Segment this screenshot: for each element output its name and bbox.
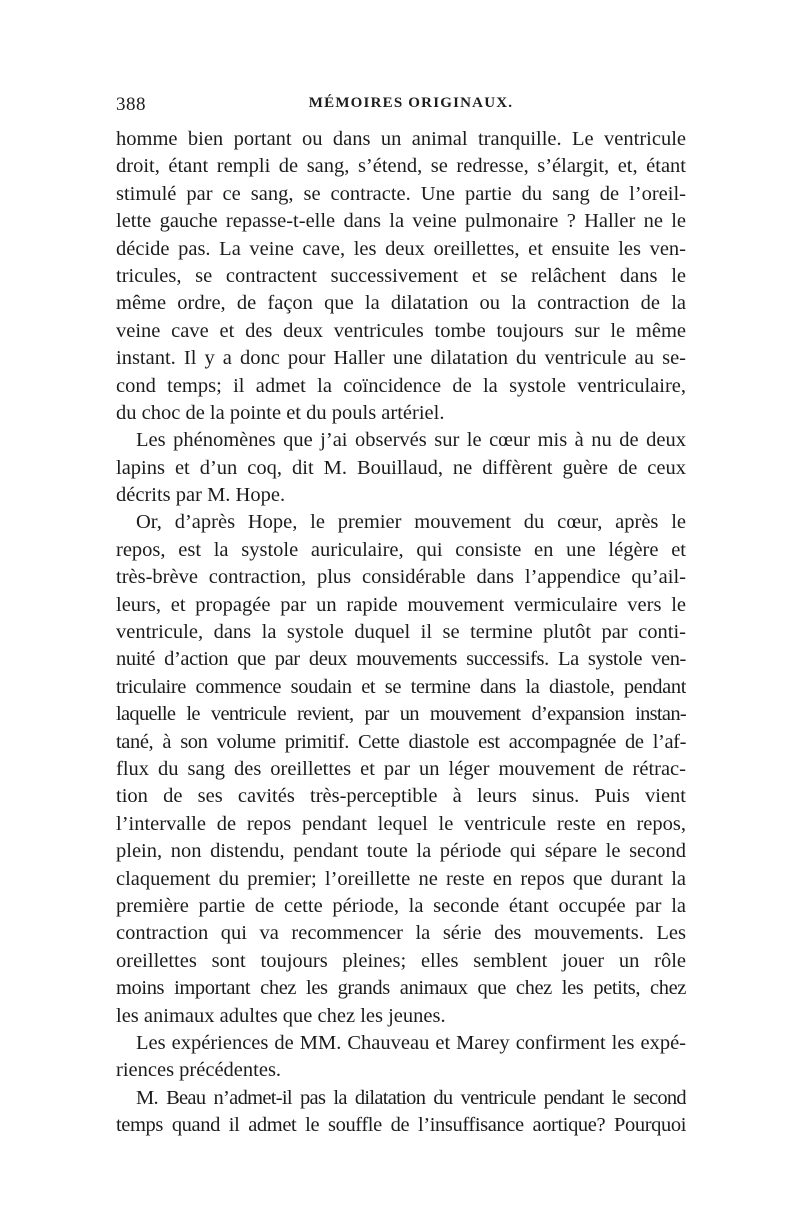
text-line: homme bien portant ou dans un animal tranquille. Le ventricule <box>116 128 686 150</box>
body-text <box>116 126 686 1139</box>
text-line: tion de ses cavités très-perceptible à leurs sinus. Puis vient <box>116 785 686 808</box>
text-line: claquement du premier; l’oreillette ne reste en repos que durant la <box>116 867 686 890</box>
text-line: tané, à son volume primitif. Cette diastole est accompagnée de l’af- <box>116 730 686 753</box>
text-line: laquelle le ventricule revient, par un mouvement d’expansion instan- <box>116 703 686 726</box>
text-line: décide pas. La veine cave, les deux oreillettes, et ensuite les ven- <box>116 237 686 260</box>
text-line: lette gauche repasse-t-elle dans la veine pulmonaire ? Haller ne le <box>116 210 686 233</box>
text-line: ventricule, dans la systole duquel il se termine plutôt par conti- <box>116 621 686 644</box>
text-line: les animaux adultes que chez les jeunes. <box>116 1004 446 1027</box>
text-line: moins important chez les grands animaux que chez les petits, chez <box>116 977 686 1000</box>
text-line: lapins et d’un coq, dit M. Bouillaud, ne diffèrent guère de ceux <box>116 456 686 479</box>
paragraph-first-line: Les expériences de MM. Chauveau et Marey confirment les expé- <box>136 1031 686 1054</box>
text-line: repos, est la systole auriculaire, qui consiste en une légère et <box>116 538 686 561</box>
text-line: riences précédentes. <box>116 1059 282 1082</box>
text-line: stimulé par ce sang, se contracte. Une partie du sang de l’oreil- <box>116 182 686 205</box>
text-line: instant. Il y a donc pour Haller une dilatation du ventricule au se- <box>116 347 686 370</box>
text-line: triculaire commence soudain et se termine dans la diastole, pendant <box>116 675 686 698</box>
text-line: oreillettes sont toujours pleines; elles semblent jouer un rôle <box>116 949 686 972</box>
text-line: première partie de cette période, la seconde étant occupée par la <box>116 894 686 917</box>
paragraph-first-line: M. Beau n’admet-il pas la dilatation du ventricule pendant le second <box>136 1086 686 1109</box>
text-line: du choc de la pointe et du pouls artériel. <box>116 401 445 424</box>
text-line: plein, non distendu, pendant toute la période qui sépare le second <box>116 840 686 863</box>
text-line: nuité d’action que par deux mouvements successifs. La systole ven- <box>116 648 686 671</box>
paragraph-first-line: Les phénomènes que j’ai observés sur le cœur mis à nu de deux <box>136 429 686 452</box>
text-line: veine cave et des deux ventricules tombe toujours sur le même <box>116 319 686 342</box>
page-header <box>116 94 686 118</box>
text-line: même ordre, de façon que la dilatation ou la contraction de la <box>116 292 686 315</box>
text-line: décrits par M. Hope. <box>116 484 286 507</box>
page-number: 388 <box>116 94 146 115</box>
paragraph-first-line: Or, d’après Hope, le premier mouvement du cœur, après le <box>136 511 686 534</box>
text-line: flux du sang des oreillettes et par un léger mouvement de rétrac- <box>116 757 686 780</box>
text-line: temps quand il admet le souffle de l’insuffisance aortique? Pourquoi <box>116 1114 686 1137</box>
running-title: MÉMOIRES ORIGINAUX. <box>308 95 514 111</box>
text-line: contraction qui va recommencer la série des mouvements. Les <box>116 922 686 945</box>
text-line: tricules, se contractent successivement et se relâchent dans le <box>116 264 686 287</box>
text-line: très-brève contraction, plus considérable dans l’appendice qu’ail- <box>116 566 686 589</box>
text-line: leurs, et propagée par un rapide mouvement vermiculaire vers le <box>116 593 686 616</box>
text-line: droit, étant rempli de sang, s’étend, se redresse, s’élargit, et, étant <box>116 155 686 178</box>
text-line: l’intervalle de repos pendant lequel le ventricule reste en repos, <box>116 812 686 835</box>
text-line: cond temps; il admet la coïncidence de la systole ventriculaire, <box>116 374 686 397</box>
